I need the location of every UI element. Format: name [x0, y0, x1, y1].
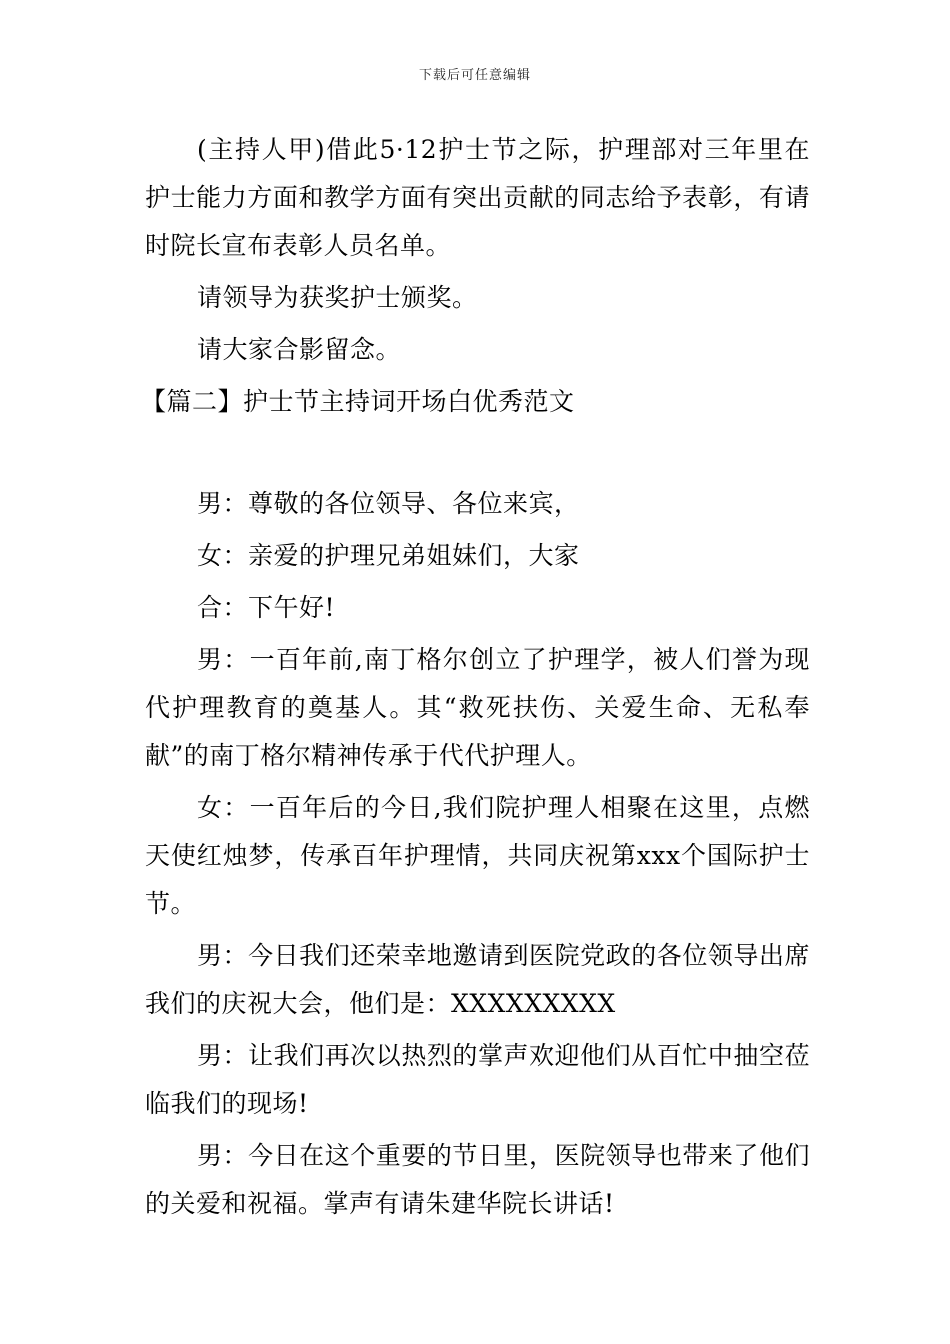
- spacer: [145, 430, 810, 480]
- paragraph: 女：亲爱的护理兄弟姐妹们，大家: [197, 541, 580, 570]
- paragraph: 请领导为获奖护士颁奖。: [197, 283, 478, 312]
- section-heading: 【篇二】护士节主持词开场白优秀范文: [141, 387, 575, 416]
- paragraph: 合：下午好!: [197, 593, 336, 622]
- paragraph: 男：尊敬的各位领导、各位来宾，: [197, 489, 580, 518]
- paragraph: 请大家合影留念。: [197, 335, 402, 364]
- paragraph: 男：今日我们还荣幸地邀请到医院党政的各位领导出席我们的庆祝大会，他们是：XXXXXXXXX: [145, 941, 810, 1018]
- document-body: [141, 126, 810, 1232]
- paragraph: 男：让我们再次以热烈的掌声欢迎他们从百忙中抽空莅临我们的现场!: [145, 1041, 810, 1118]
- paragraph: 男：一百年前,南丁格尔创立了护理学，被人们誉为现代护理教育的奠基人。其“救死扶伤、关爱生命、无私奉献”的南丁格尔精神传承于代代护理人。: [145, 645, 810, 770]
- page-header: 下载后可任意编辑: [418, 68, 531, 83]
- paragraph: 男：今日在这个重要的节日里，医院领导也带来了他们的关爱和祝福。掌声有请朱建华院长讲话!: [145, 1141, 810, 1218]
- paragraph: 女：一百年后的今日,我们院护理人相聚在这里，点燃天使红烛梦，传承百年护理情，共同庆祝第xxx个国际护士节。: [145, 793, 810, 918]
- paragraph: (主持人甲)借此5·12护士节之际，护理部对三年里在护士能力方面和教学方面有突出贡献的同志给予表彰，有请时院长宣布表彰人员名单。: [145, 135, 810, 260]
